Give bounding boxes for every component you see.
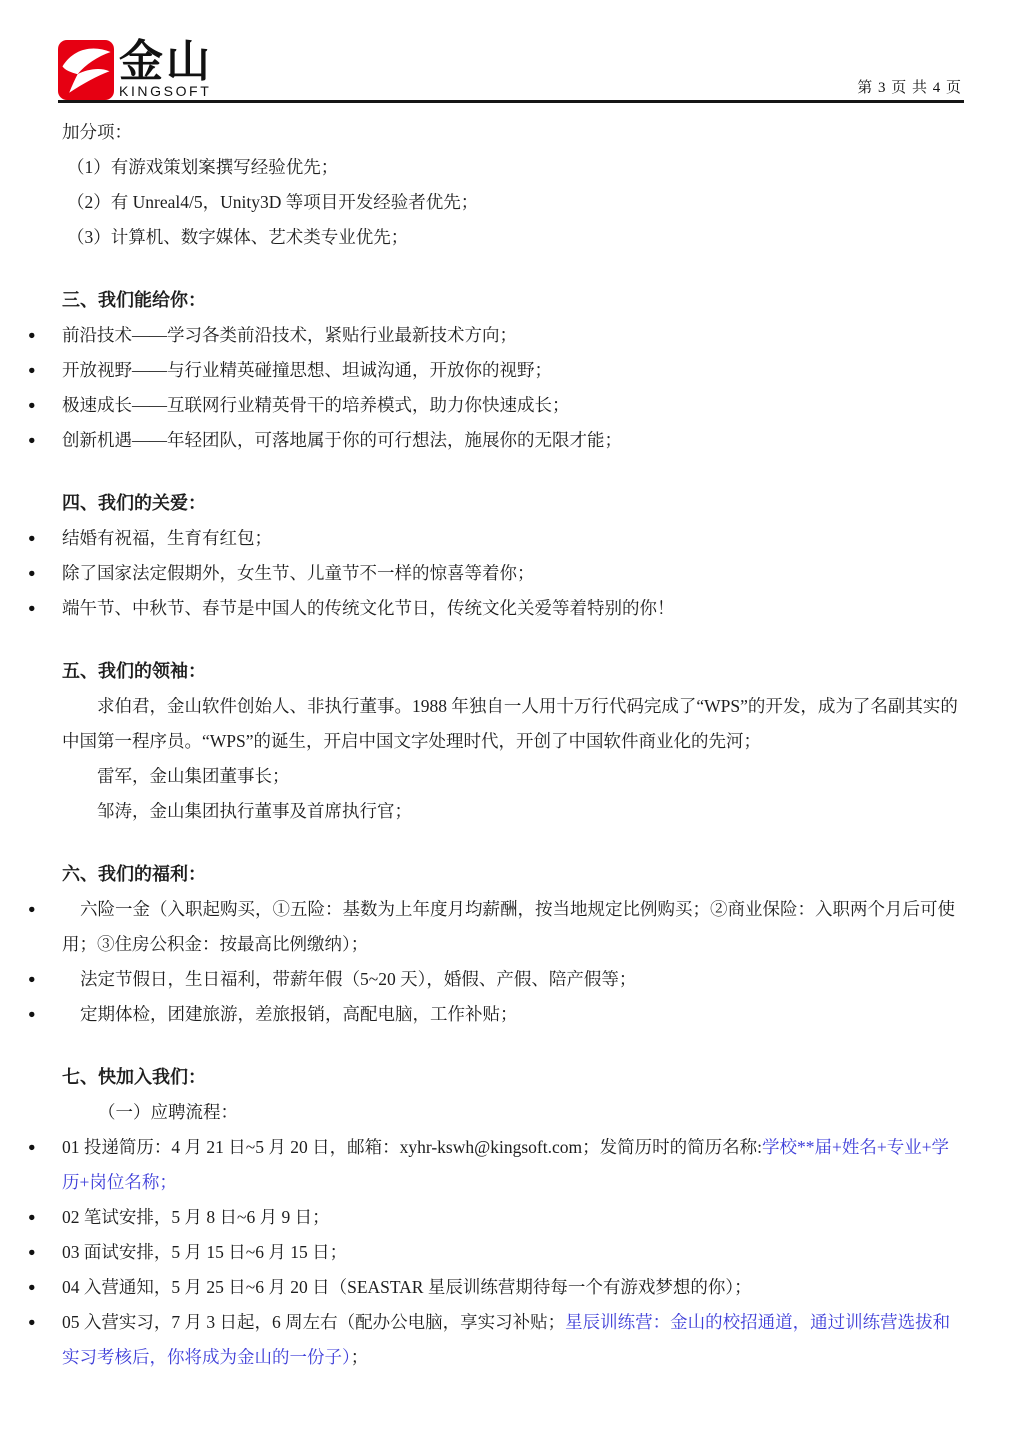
bullet-icon: ● xyxy=(28,1007,36,1021)
bullet-icon: ● xyxy=(28,1210,36,1224)
bonus-item: （2）有 Unreal4/5，Unity3D 等项目开发经验者优先； xyxy=(67,192,479,212)
list-item-text: 开放视野——与行业精英碰撞思想、坦诚沟通，开放你的视野； xyxy=(62,360,552,380)
list-item-text: 结婚有祝福，生育有红包； xyxy=(62,528,272,548)
bullet-icon: ● xyxy=(28,902,36,916)
section-title-our-benefits: 六、我们的福利： xyxy=(62,864,206,884)
bonus-item: （3）计算机、数字媒体、艺术类专业优先； xyxy=(67,227,409,247)
step-text-black: 01 投递简历：4 月 21 日~5 月 20 日，邮箱：xyhr-kswh@kingsoft.com；发简历时的简历名称: xyxy=(62,1137,762,1157)
list-item-text: 极速成长——互联网行业精英骨干的培养模式，助力你快速成长； xyxy=(62,395,570,415)
kingsoft-logo xyxy=(58,37,213,100)
apply-step-text xyxy=(62,1305,964,1375)
step-text-black: 05 入营实习，7 月 3 日起，6 周左右（配办公电脑，享实习补贴； xyxy=(62,1312,566,1332)
leader-paragraph: 雷军，金山集团董事长； xyxy=(97,766,290,786)
apply-process-subtitle: （一）应聘流程： xyxy=(98,1102,238,1122)
step-text-black: 04 入营通知，5 月 25 日~6 月 20 日（SEASTAR 星辰训练营期待每一个有游戏梦想的你）； xyxy=(62,1277,752,1297)
logo-text xyxy=(119,37,213,100)
list-item xyxy=(28,962,964,997)
apply-step-text xyxy=(62,1200,964,1235)
step-text-black: 03 面试安排，5 月 15 日~6 月 15 日； xyxy=(62,1242,348,1262)
logo-latin-name: KINGSOFT xyxy=(119,83,212,99)
section-title-our-leaders: 五、我们的领袖： xyxy=(62,661,206,681)
list-item xyxy=(28,318,964,353)
list-item-text: 六险一金（入职起购买，①五险：基数为上年度月均薪酬，按当地规定比例购买；②商业保险：入职两个月后可使用；③住房公积金：按最高比例缴纳）； xyxy=(62,899,955,954)
list-item xyxy=(28,556,964,591)
logo-chinese-name: 金山 xyxy=(119,37,213,86)
leader-paragraph: 求伯君，金山软件创始人、非执行董事。1988 年独自一人用十万行代码完成了“WPS”的开发，成为了名副其实的中国第一程序员。“WPS”的诞生，开启中国文字处理时代，开创了中国软件商业化的先河； xyxy=(62,696,958,751)
apply-step xyxy=(28,1305,964,1375)
step-text-black: 02 笔试安排，5 月 8 日~6 月 9 日； xyxy=(62,1207,330,1227)
bullet-icon: ● xyxy=(28,398,36,412)
bullet-icon: ● xyxy=(28,1280,36,1294)
bullet-icon: ● xyxy=(28,1315,36,1329)
apply-step-text xyxy=(62,1270,964,1305)
list-item xyxy=(28,997,964,1032)
list-item xyxy=(28,423,964,458)
list-item-text: 创新机遇——年轻团队，可落地属于你的可行想法，施展你的无限才能； xyxy=(62,430,622,450)
bonus-item: （1）有游戏策划案撰写经验优先； xyxy=(67,157,339,177)
list-item-text: 法定节假日，生日福利，带薪年假（5~20 天），婚假、产假、陪产假等； xyxy=(80,969,637,989)
section-title-our-care: 四、我们的关爱： xyxy=(62,493,206,513)
bullet-icon: ● xyxy=(28,363,36,377)
apply-step-text xyxy=(62,1130,964,1200)
list-item xyxy=(28,388,964,423)
bullet-icon: ● xyxy=(28,1140,36,1154)
bullet-icon: ● xyxy=(28,601,36,615)
bullet-icon: ● xyxy=(28,531,36,545)
step-text-tail: ； xyxy=(350,1347,369,1367)
apply-step xyxy=(28,1270,964,1305)
list-item-text: 端午节、中秋节、春节是中国人的传统文化节日，传统文化关爱等着特别的你！ xyxy=(62,598,675,618)
list-item-text: 除了国家法定假期外，女生节、儿童节不一样的惊喜等着你； xyxy=(62,563,535,583)
bullet-icon: ● xyxy=(28,328,36,342)
section-title-join-us: 七、快加入我们： xyxy=(62,1067,206,1087)
list-item xyxy=(28,591,964,626)
apply-step-text xyxy=(62,1235,964,1270)
apply-step xyxy=(28,1235,964,1270)
page-header xyxy=(58,0,964,103)
list-item-text: 前沿技术——学习各类前沿技术，紧贴行业最新技术方向； xyxy=(62,325,517,345)
document-body xyxy=(0,103,1024,1375)
bullet-icon: ● xyxy=(28,1245,36,1259)
list-item xyxy=(28,521,964,556)
bullet-icon: ● xyxy=(28,972,36,986)
list-item xyxy=(28,353,964,388)
list-item xyxy=(28,892,964,962)
logo-swoosh-icon xyxy=(58,40,114,100)
step-text-highlight: 星辰训练营：金山的校招通道，通过训练营选拔和实习考核后，你将成为金山的一份子） xyxy=(62,1312,951,1367)
apply-step xyxy=(28,1200,964,1235)
page-number: 第 3 页 共 4 页 xyxy=(857,80,962,96)
list-item-text: 定期体检，团建旅游，差旅报销，高配电脑，工作补贴； xyxy=(80,1004,518,1024)
bullet-icon: ● xyxy=(28,566,36,580)
bullet-icon: ● xyxy=(28,433,36,447)
leader-paragraph: 邹涛，金山集团执行董事及首席执行官； xyxy=(97,801,412,821)
bonus-title: 加分项： xyxy=(62,122,132,142)
section-title-what-we-give: 三、我们能给你： xyxy=(62,290,206,310)
kingsoft-logo-icon xyxy=(58,40,114,100)
apply-step xyxy=(28,1130,964,1200)
step-text-highlight: 学校**届+姓名+专业+学历+岗位名称； xyxy=(62,1137,950,1192)
